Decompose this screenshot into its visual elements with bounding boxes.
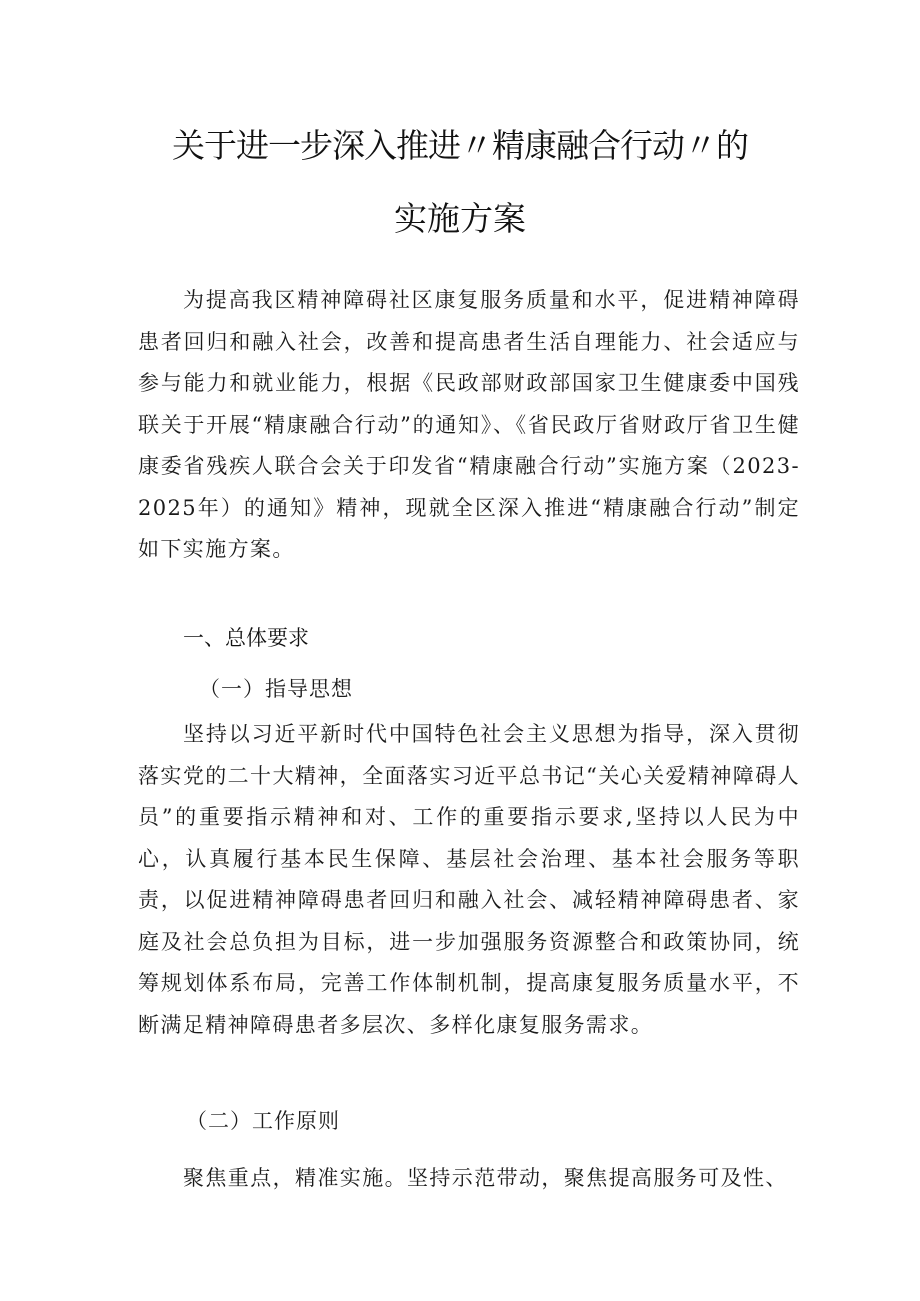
document-title-line-1: 关于进一步深入推进〃精康融合行动〃的 <box>172 126 748 165</box>
guiding-ideology-paragraph: 坚持以习近平新时代中国特色社会主义思想为指导，深入贯彻落实党的二十大精神，全面落实习近平总书记“关心关爱精神障碍人员”的重要指示精神和对、工作的重要指示要求,坚持以人民为中心，认真履行基本民生保障、基层社会治理、基本社会服务等职责，以促进精神障碍患者回归和融入社会、减轻精神障碍患者、家庭及社会总负担为目标，进一步加强服务资源整合和政策协同，统筹规划体系布局，完善工作体制机制，提高康复服务质量水平，不断满足精神障碍患者多层次、多样化康复服务需求。 <box>138 722 800 1037</box>
section-heading-general-requirements: 一、总体要求 <box>183 626 309 650</box>
document-title-line-2: 实施方案 <box>394 199 526 238</box>
subsection-heading-guiding-ideology: （一）指导思想 <box>199 677 353 701</box>
working-principles-paragraph: 聚焦重点，精准实施。坚持示范带动，聚焦提高服务可及性、 <box>183 1166 788 1190</box>
intro-paragraph: 为提高我区精神障碍社区康复服务质量和水平，促进精神障碍患者回归和融入社会，改善和提高患者生活自理能力、社会适应与参与能力和就业能力，根据《民政部财政部国家卫生健康委中国残联关于开展“精康融合行动”的通知》、《省民政厅省财政厅省卫生健康委省残疾人联合会关于印发省“精康融合行动”实施方案（2023-2025年）的通知》精神，现就全区深入推进“精康融合行动”制定如下实施方案。 <box>138 288 800 561</box>
subsection-heading-working-principles: （二）工作原则 <box>186 1109 340 1133</box>
